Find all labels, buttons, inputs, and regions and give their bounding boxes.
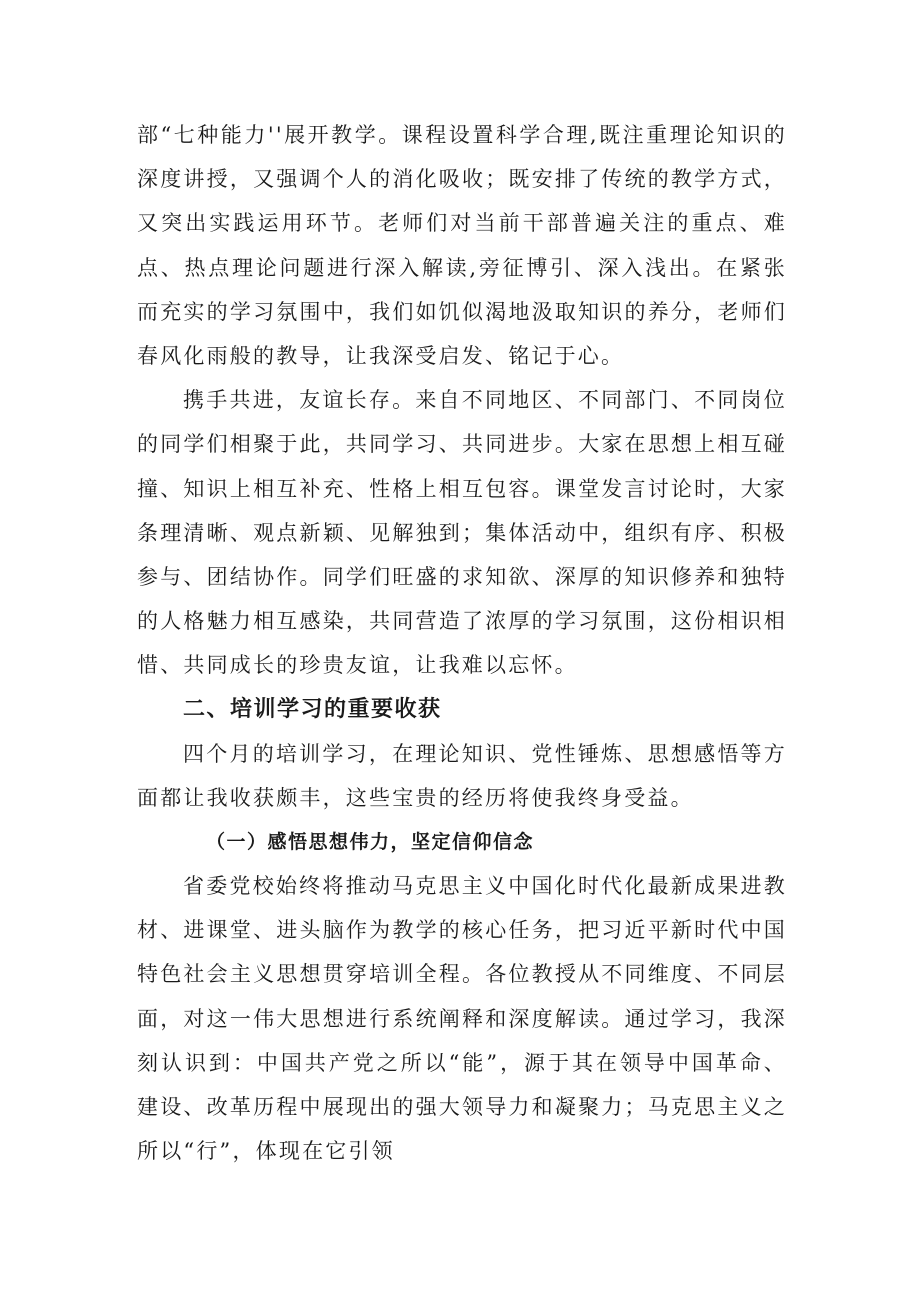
section-heading: 二、培训学习的重要收获 <box>183 696 442 722</box>
paragraph-course-design: 部“七种能力''展开教学。课程设置科学合理,既注重理论知识的深度讲授，又强调个人的消化吸收；既安排了传统的教学方式，又突出实践运用环节。老师们对当前干部普遍关注的重点、难点、热点理论问题进行深入解读,旁征博引、深入浅出。在紧张而充实的学习氛围中，我们如饥似渴地汲取知识的养分，老师们春风化雨般的教导，让我深受启发、铭记于心。 <box>137 123 787 369</box>
paragraph-friendship: 携手共进，友谊长存。来自不同地区、不同部门、不同岗位的同学们相聚于此，共同学习、共同进步。大家在思想上相互碰撞、知识上相互补充、性格上相互包容。课堂发言讨论时，大家条理清晰、观点新颖、见解独到；集体活动中，组织有序、积极参与、团结协作。同学们旺盛的求知欲、深厚的知识修养和独特的人格魅力相互感染，共同营造了浓厚的学习氛围，这份相识相惜、共同成长的珍贵友谊，让我难以忘怀。 <box>137 388 787 678</box>
document-body <box>137 113 787 1173</box>
paragraph-thought-power: 省委党校始终将推动马克思主义中国化时代化最新成果进教材、进课堂、进头脑作为教学的核心任务，把习近平新时代中国特色社会主义思想贯穿培训全程。各位教授从不同维度、不同层面，对这一伟大思想进行系统阐释和深度解读。通过学习，我深刻认识到：中国共产党之所以“能”，源于其在领导中国革命、建设、改革历程中展现出的强大领导力和凝聚力；马克思主义之所以“行”，体现在它引领 <box>137 874 787 1164</box>
paragraph-gains-intro: 四个月的培训学习，在理论知识、党性锤炼、思想感悟等方面都让我收获颇丰，这些宝贵的经历将使我终身受益。 <box>137 741 787 810</box>
subsection-heading: （一）感悟思想伟力，坚定信仰信念 <box>206 831 535 854</box>
